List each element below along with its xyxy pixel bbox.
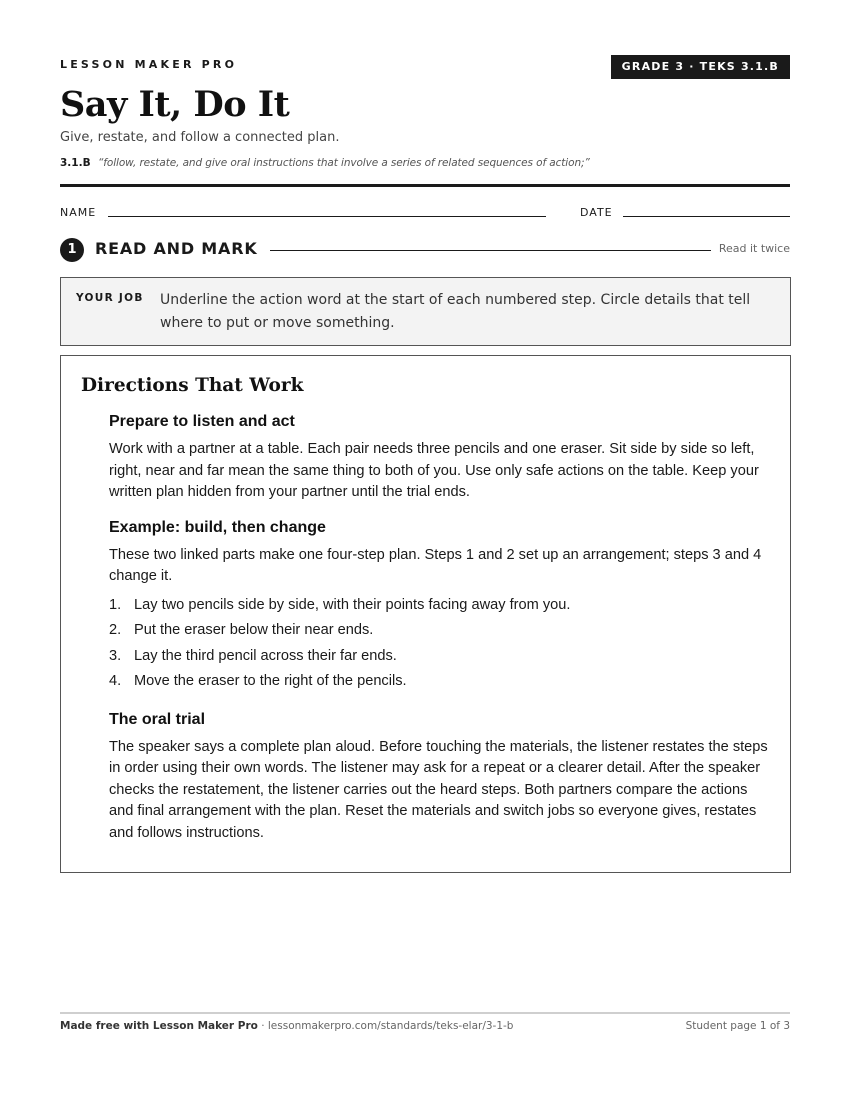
page-title: Say It, Do It <box>60 84 290 125</box>
step-text: Put the eraser below their near ends. <box>134 622 374 638</box>
steps-list <box>109 593 769 695</box>
footer-made-with: Made free with Lesson Maker Pro <box>60 1020 258 1032</box>
step-number: 2. <box>109 622 122 638</box>
grade-badge: GRADE 3 · TEKS 3.1.B <box>611 55 790 79</box>
passage-body <box>109 412 769 844</box>
footer-url-link[interactable]: lessonmakerpro.com/standards/teks-elar/3-1-b <box>267 1020 514 1032</box>
standard-code: 3.1.B <box>60 157 91 169</box>
passage-subheading: Example: build, then change <box>109 518 326 536</box>
standard-text: “follow, restate, and give oral instructions that involve a series of related sequences of action;” <box>97 157 590 169</box>
brand-name: LESSON MAKER PRO <box>60 58 238 71</box>
section-number-badge: 1 <box>60 238 84 262</box>
section-title: READ AND MARK <box>95 239 258 258</box>
date-label: DATE <box>580 206 613 219</box>
your-job-text: Underline the action word at the start of each numbered step. Circle details that tell where to put or move something. <box>160 292 751 331</box>
passage-paragraph: Work with a partner at a table. Each pair needs three pencils and one eraser. Sit side by side so left, right, near and far mean the same thing to both of you. Use only safe actions on the table. Keep your written plan hidden from your partner until the trial ends. <box>109 441 759 500</box>
footer-page-number: Student page 1 of 3 <box>685 1020 790 1032</box>
step-text: Lay the third pencil across their far ends. <box>134 647 397 664</box>
passage-title: Directions That Work <box>81 375 304 396</box>
footer-credit <box>60 1020 513 1032</box>
step-item <box>109 669 769 695</box>
section-note: Read it twice <box>718 242 790 255</box>
step-item <box>109 618 769 644</box>
footer-separator: · <box>257 1020 268 1032</box>
section-divider <box>270 250 711 251</box>
passage-paragraph: The speaker says a complete plan aloud. Before touching the materials, the listener restates the steps in order using their own words. The listener may ask for a repeat or a clearer detail. After the speaker checks the restatement, the listener carries out the heard steps. Both partners compare the actions and final arrangement with the plan. Reset the materials and switch jobs so everyone gives, restates and follows instructions. <box>109 738 768 841</box>
step-number: 3. <box>109 647 122 664</box>
header-divider <box>60 184 790 187</box>
step-text: Move the eraser to the right of the pencils. <box>134 673 407 689</box>
step-number: 4. <box>109 673 122 689</box>
standard-line <box>60 157 590 169</box>
step-item <box>109 593 769 619</box>
step-number: 1. <box>109 596 122 613</box>
step-text: Lay two pencils side by side, with their points facing away from you. <box>134 596 571 613</box>
page-subtitle: Give, restate, and follow a connected plan. <box>60 130 340 145</box>
your-job-box <box>60 277 791 346</box>
passage-box <box>60 355 791 873</box>
passage-subheading: The oral trial <box>109 710 206 728</box>
name-label: NAME <box>60 206 97 219</box>
your-job-label: YOUR JOB <box>76 292 144 304</box>
footer-divider <box>60 1012 790 1014</box>
passage-paragraph: These two linked parts make one four-step plan. Steps 1 and 2 set up an arrangement; steps 3 and 4 change it. <box>109 546 762 584</box>
step-item <box>109 644 769 670</box>
passage-subheading: Prepare to listen and act <box>109 413 295 430</box>
date-field-line[interactable] <box>623 216 790 217</box>
name-field-line[interactable] <box>108 216 546 217</box>
